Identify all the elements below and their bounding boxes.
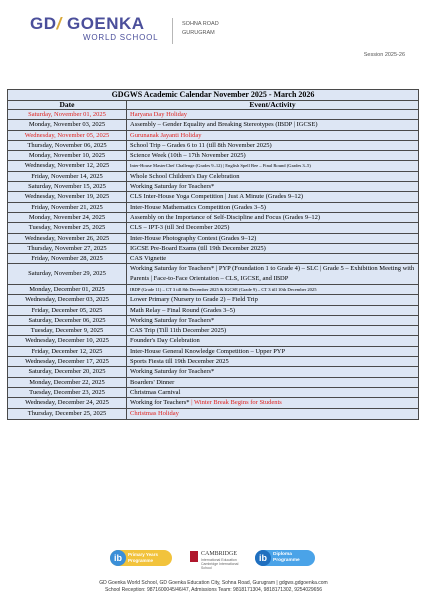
- pyp-logo: [110, 550, 172, 566]
- accreditation-logos: [110, 548, 340, 568]
- row-date: Monday, November 10, 2025: [8, 151, 127, 160]
- row-event: [127, 161, 418, 170]
- row-date: Friday, December 12, 2025: [8, 347, 127, 356]
- page-footer: [0, 580, 427, 594]
- table-header-row: [8, 101, 418, 110]
- row-event-text: CLS Inter-House Yoga Competition | Just A Minute (Grades 9–12): [130, 193, 304, 201]
- row-event: [127, 336, 418, 345]
- row-event: [127, 347, 418, 356]
- row-date: Thursday, November 06, 2025: [8, 141, 127, 150]
- page-header: [0, 0, 427, 70]
- row-event: [127, 120, 418, 129]
- pyp-line-1: Primary Years: [128, 552, 158, 557]
- row-event: [127, 357, 418, 366]
- dp-line-1: Diploma: [273, 552, 292, 557]
- row-event-text: Inter-House Mathematics Competition (Grades 3–5): [130, 203, 266, 211]
- row-date: Monday, December 01, 2025: [8, 285, 127, 294]
- row-event-text: Haryana Day Holiday: [130, 111, 188, 118]
- row-event-text: IBDP (Grade 11) – CT 3 till 8th December 2025 & IGCSE (Grade 9) – CT 3 till 10th December 2025: [130, 286, 317, 292]
- ib-dp-icon: ib: [255, 550, 271, 566]
- row-event: [127, 234, 418, 243]
- row-event-text: Working for Teachers*: [130, 399, 190, 407]
- column-header-date: Date: [8, 101, 127, 109]
- row-event-text: Working Saturday for Teachers*: [130, 368, 215, 376]
- row-event: [127, 141, 418, 150]
- table-row: [8, 213, 418, 223]
- row-date: Tuesday, November 25, 2025: [8, 223, 127, 232]
- row-event: [127, 110, 418, 119]
- row-date: Friday, November 21, 2025: [8, 203, 127, 212]
- row-date: Saturday, November 29, 2025: [8, 264, 127, 284]
- row-event: [127, 295, 418, 304]
- row-event: [127, 326, 418, 335]
- table-row: [8, 285, 418, 295]
- footer-line-1: GD Goenka World School, GD Goenka Education City, Sohna Road, Gurugram | gdgws.gdgoenka.com: [99, 580, 328, 586]
- row-event: [127, 378, 418, 387]
- session-label: Session 2025-26: [363, 52, 405, 58]
- row-event-text: Inter-House MasterChef Challenge (Grades 9–12) | English Spell Bee – Final Round (Grades 3–5): [130, 163, 311, 169]
- row-date: Wednesday, November 05, 2025: [8, 131, 127, 140]
- row-event-text: IGCSE Pre-Board Exams (till 19th December 2025): [130, 244, 266, 252]
- address-line-2: GURUGRAM: [182, 30, 215, 36]
- row-date: Wednesday, December 17, 2025: [8, 357, 127, 366]
- table-row: [8, 234, 418, 244]
- row-event-text: Working Saturday for Teachers*: [130, 183, 215, 191]
- table-body: [8, 110, 418, 419]
- table-row: [8, 378, 418, 388]
- row-event: [127, 192, 418, 201]
- row-event-highlight: | Winter Break Begins for Students: [189, 399, 282, 407]
- row-event: [127, 172, 418, 181]
- row-event-text: Assembly on the Importance of Self-Discipline and Focus (Grades 9–12): [130, 213, 321, 221]
- row-event: [127, 285, 418, 294]
- row-event: [127, 244, 418, 253]
- table-row: [8, 223, 418, 233]
- row-event: [127, 213, 418, 222]
- row-event-text: Gurunanak Jayanti Holiday: [130, 131, 202, 139]
- table-row: [8, 409, 418, 419]
- row-event-text: Working Saturday for Teachers* | PYP (Foundation 1 to Grade 4) – SLC | Grade 5 – Exhibition Meeting with Parents | Face-to-Face Orientation – CLS, IGCSE, and IBDP: [130, 265, 415, 283]
- row-date: Wednesday, December 10, 2025: [8, 336, 127, 345]
- row-event-text: Whole School Children's Day Celebration: [130, 172, 240, 180]
- dp-logo: [255, 550, 315, 566]
- row-date: Wednesday, November 19, 2025: [8, 192, 127, 201]
- cambridge-shield-icon: [190, 551, 198, 562]
- cambridge-sub-2: Cambridge International School: [201, 562, 239, 570]
- row-date: Wednesday, December 03, 2025: [8, 295, 127, 304]
- column-header-event: Event/Activity: [249, 101, 296, 109]
- row-date: Tuesday, December 9, 2025: [8, 326, 127, 335]
- row-event: [127, 409, 418, 419]
- row-event: [127, 388, 418, 397]
- logo-gd-text: GD: [30, 14, 57, 33]
- dp-line-2: Programme: [273, 558, 300, 563]
- row-event-text: Science Week (10th – 17th November 2025): [130, 152, 246, 160]
- row-event: [127, 264, 418, 284]
- row-date: Tuesday, December 23, 2025: [8, 388, 127, 397]
- header-divider: [172, 18, 173, 44]
- logo-swoosh-icon: /: [56, 14, 62, 33]
- row-event-text: Assembly – Gender Equality and Breaking Stereotypes (IBDP | IGCSE): [130, 121, 318, 129]
- row-event-text: Working Saturday for Teachers*: [130, 316, 215, 324]
- pyp-line-2: Programme: [128, 558, 154, 563]
- table-row: [8, 398, 418, 408]
- table-row: [8, 141, 418, 151]
- table-row: [8, 357, 418, 367]
- table-row: [8, 336, 418, 346]
- row-date: Saturday, November 01, 2025: [8, 110, 127, 119]
- cambridge-logo: [190, 550, 248, 570]
- table-row: [8, 388, 418, 398]
- table-row: [8, 367, 418, 377]
- row-date: Thursday, December 25, 2025: [8, 409, 127, 419]
- row-event-text: Founder's Day Celebration: [130, 337, 200, 345]
- row-event: [127, 254, 418, 263]
- table-row: [8, 172, 418, 182]
- row-date: Monday, November 24, 2025: [8, 213, 127, 222]
- table-row: [8, 182, 418, 192]
- row-date: Wednesday, November 26, 2025: [8, 234, 127, 243]
- logo-goenka-text: GOENKA: [66, 14, 145, 33]
- row-event-text: CAS Vignette: [130, 255, 167, 263]
- table-row: [8, 295, 418, 305]
- row-date: Monday, November 03, 2025: [8, 120, 127, 129]
- table-row: [8, 316, 418, 326]
- row-event: [127, 398, 418, 407]
- table-row: [8, 161, 418, 171]
- table-row: [8, 203, 418, 213]
- row-date: Friday, November 14, 2025: [8, 172, 127, 181]
- row-event: [127, 203, 418, 212]
- row-date: Wednesday, November 12, 2025: [8, 161, 127, 170]
- row-date: Thursday, November 27, 2025: [8, 244, 127, 253]
- table-row: [8, 326, 418, 336]
- table-row: [8, 254, 418, 264]
- row-date: Saturday, November 15, 2025: [8, 182, 127, 191]
- calendar-table: [7, 89, 419, 420]
- row-date: Wednesday, December 24, 2025: [8, 398, 127, 407]
- row-event-text: Inter-House Photography Contest (Grades 9–12): [130, 234, 257, 242]
- row-event: [127, 367, 418, 376]
- cambridge-text: CAMBRIDGE: [201, 551, 238, 557]
- row-date: Friday, December 05, 2025: [8, 306, 127, 315]
- row-event-text: Lower Primary (Nursery to Grade 2) – Field Trip: [130, 296, 258, 304]
- row-date: Friday, November 28, 2025: [8, 254, 127, 263]
- footer-line-2: School Reception: 9871600045/46/47, Admissions Team: 9818171304, 9818171302, 9254029656: [104, 587, 323, 593]
- row-event-text: Christmas Carnival: [130, 388, 181, 396]
- table-row: [8, 131, 418, 141]
- row-event-text: Christmas Holiday: [130, 409, 179, 417]
- row-event-text: CLS – IPT-3 (till 3rd December 2025): [130, 224, 230, 232]
- row-date: Saturday, December 20, 2025: [8, 367, 127, 376]
- row-event: [127, 182, 418, 191]
- table-row: [8, 264, 418, 285]
- row-event: [127, 316, 418, 325]
- ib-icon: ib: [110, 550, 126, 566]
- row-event: [127, 151, 418, 160]
- table-row: [8, 244, 418, 254]
- row-event-text: School Trip – Grades 6 to 11 (till 8th November 2025): [130, 141, 272, 149]
- row-event-text: Inter-House General Knowledge Competition – Upper PYP: [130, 347, 286, 355]
- table-row: [8, 192, 418, 202]
- cambridge-sub-1: International Education: [201, 558, 237, 562]
- table-row: [8, 306, 418, 316]
- school-logo: [30, 14, 145, 34]
- table-row: [8, 151, 418, 161]
- row-event-text: CAS Trip (Till 11th December 2025): [130, 327, 227, 335]
- row-event: [127, 306, 418, 315]
- table-row: [8, 120, 418, 130]
- row-date: Monday, December 22, 2025: [8, 378, 127, 387]
- logo-subtitle: WORLD SCHOOL: [83, 33, 159, 42]
- row-event-text: Boarders' Dinner: [130, 378, 175, 386]
- table-row: [8, 110, 418, 120]
- row-event-text: Math Relay – Final Round (Grades 3–5): [130, 306, 236, 314]
- row-event-text: Sports Fiesta till 19th December 2025: [130, 358, 229, 366]
- table-row: [8, 347, 418, 357]
- school-address: [182, 20, 219, 38]
- row-event: [127, 223, 418, 232]
- table-title: GDGWS Academic Calendar November 2025 - March 2026: [8, 90, 418, 101]
- row-event: [127, 131, 418, 140]
- row-date: Saturday, December 06, 2025: [8, 316, 127, 325]
- address-line-1: SOHNA ROAD: [182, 21, 219, 27]
